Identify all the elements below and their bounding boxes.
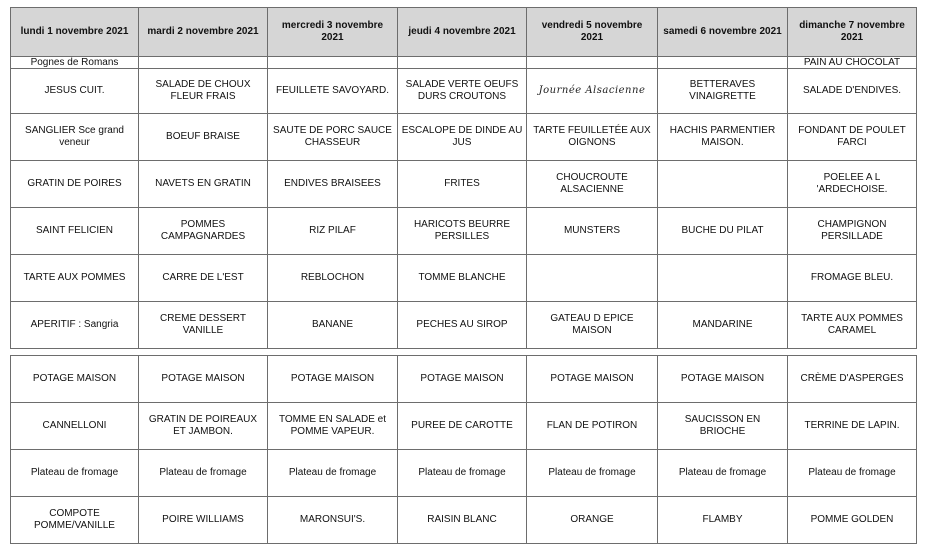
menu-cell: POTAGE MAISON (268, 356, 398, 403)
lunch-row-side (11, 161, 917, 208)
menu-cell: POTAGE MAISON (11, 356, 139, 403)
lunch-row-dessert (11, 302, 917, 349)
menu-cell: TARTE AUX POMMES (11, 255, 139, 302)
menu-cell: POTAGE MAISON (658, 356, 788, 403)
menu-cell: SAUTE DE PORC SAUCE CHASSEUR (268, 114, 398, 161)
day-header: samedi 6 novembre 2021 (658, 8, 788, 57)
menu-cell: CHOUCROUTE ALSACIENNE (527, 161, 658, 208)
menu-cell (658, 161, 788, 208)
note-cell (139, 57, 268, 69)
menu-cell: SALADE VERTE OEUFS DURS CROUTONS (398, 69, 527, 114)
menu-cell: TARTE AUX POMMES CARAMEL (788, 302, 917, 349)
menu-cell: CARRE DE L'EST (139, 255, 268, 302)
menu-cell: FONDANT DE POULET FARCI (788, 114, 917, 161)
day-header: jeudi 4 novembre 2021 (398, 8, 527, 57)
menu-cell: Plateau de fromage (658, 450, 788, 497)
menu-cell: RAISIN BLANC (398, 497, 527, 544)
lunch-row-side-2 (11, 208, 917, 255)
menu-cell: FLAMBY (658, 497, 788, 544)
menu-cell: RIZ PILAF (268, 208, 398, 255)
dinner-row-main (11, 403, 917, 450)
menu-cell: CRÈME D'ASPERGES (788, 356, 917, 403)
menu-cell: ORANGE (527, 497, 658, 544)
menu-cell: MANDARINE (658, 302, 788, 349)
menu-cell: HARICOTS BEURRE PERSILLES (398, 208, 527, 255)
menu-cell: FEUILLETE SAVOYARD. (268, 69, 398, 114)
menu-cell: NAVETS EN GRATIN (139, 161, 268, 208)
menu-cell: MUNSTERS (527, 208, 658, 255)
menu-cell: FROMAGE BLEU. (788, 255, 917, 302)
menu-cell: TOMME EN SALADE et POMME VAPEUR. (268, 403, 398, 450)
menu-cell: Plateau de fromage (788, 450, 917, 497)
dinner-row-soup (11, 356, 917, 403)
menu-cell: TOMME BLANCHE (398, 255, 527, 302)
menu-cell: GATEAU D EPICE MAISON (527, 302, 658, 349)
day-header: dimanche 7 novembre 2021 (788, 8, 917, 57)
menu-cell: POMMES CAMPAGNARDES (139, 208, 268, 255)
menu-cell: POIRE WILLIAMS (139, 497, 268, 544)
menu-cell: Plateau de fromage (139, 450, 268, 497)
menu-cell: POTAGE MAISON (527, 356, 658, 403)
theme-day-handwritten: Journée Alsacienne (527, 69, 658, 114)
menu-cell: POTAGE MAISON (139, 356, 268, 403)
section-gap (11, 349, 917, 356)
menu-cell: CREME DESSERT VANILLE (139, 302, 268, 349)
menu-cell: POMME GOLDEN (788, 497, 917, 544)
menu-cell: CANNELLONI (11, 403, 139, 450)
menu-cell (527, 255, 658, 302)
menu-cell: Plateau de fromage (11, 450, 139, 497)
note-cell: PAIN AU CHOCOLAT (788, 57, 917, 69)
menu-cell: Plateau de fromage (398, 450, 527, 497)
menu-cell: SALADE DE CHOUX FLEUR FRAIS (139, 69, 268, 114)
gap-cell (11, 349, 917, 356)
menu-cell: BETTERAVES VINAIGRETTE (658, 69, 788, 114)
menu-cell (658, 255, 788, 302)
day-header: mercredi 3 novembre 2021 (268, 8, 398, 57)
menu-cell: FLAN DE POTIRON (527, 403, 658, 450)
menu-cell: TERRINE DE LAPIN. (788, 403, 917, 450)
menu-cell: SAINT FELICIEN (11, 208, 139, 255)
menu-cell: MARONSUI'S. (268, 497, 398, 544)
menu-cell: GRATIN DE POIRES (11, 161, 139, 208)
lunch-row-cheese (11, 255, 917, 302)
menu-cell: Plateau de fromage (527, 450, 658, 497)
menu-cell: SANGLIER Sce grand veneur (11, 114, 139, 161)
day-header: lundi 1 novembre 2021 (11, 8, 139, 57)
day-header: mardi 2 novembre 2021 (139, 8, 268, 57)
menu-cell: BANANE (268, 302, 398, 349)
menu-cell: GRATIN DE POIREAUX ET JAMBON. (139, 403, 268, 450)
note-cell: Pognes de Romans (11, 57, 139, 69)
menu-cell: SALADE D'ENDIVES. (788, 69, 917, 114)
menu-cell: REBLOCHON (268, 255, 398, 302)
dinner-row-dessert (11, 497, 917, 544)
header-row (11, 8, 917, 57)
menu-cell: BUCHE DU PILAT (658, 208, 788, 255)
menu-cell: TARTE FEUILLETÉE AUX OIGNONS (527, 114, 658, 161)
menu-cell: BOEUF BRAISE (139, 114, 268, 161)
dinner-row-cheese (11, 450, 917, 497)
weekly-menu-table (10, 7, 917, 544)
menu-cell: ESCALOPE DE DINDE AU JUS (398, 114, 527, 161)
menu-cell: JESUS CUIT. (11, 69, 139, 114)
note-cell (527, 57, 658, 69)
note-cell (268, 57, 398, 69)
menu-cell: HACHIS PARMENTIER MAISON. (658, 114, 788, 161)
menu-cell: POTAGE MAISON (398, 356, 527, 403)
lunch-row-main (11, 114, 917, 161)
menu-cell: Plateau de fromage (268, 450, 398, 497)
day-header: vendredi 5 novembre 2021 (527, 8, 658, 57)
note-cell (658, 57, 788, 69)
note-cell (398, 57, 527, 69)
menu-cell: POELEE A L 'ARDECHOISE. (788, 161, 917, 208)
lunch-row-starter (11, 69, 917, 114)
menu-cell: SAUCISSON EN BRIOCHE (658, 403, 788, 450)
menu-cell: APERITIF : Sangria (11, 302, 139, 349)
menu-cell: ENDIVES BRAISEES (268, 161, 398, 208)
menu-cell: PUREE DE CAROTTE (398, 403, 527, 450)
menu-cell: CHAMPIGNON PERSILLADE (788, 208, 917, 255)
menu-cell: PECHES AU SIROP (398, 302, 527, 349)
menu-cell: COMPOTE POMME/VANILLE (11, 497, 139, 544)
note-row (11, 57, 917, 69)
menu-cell: FRITES (398, 161, 527, 208)
